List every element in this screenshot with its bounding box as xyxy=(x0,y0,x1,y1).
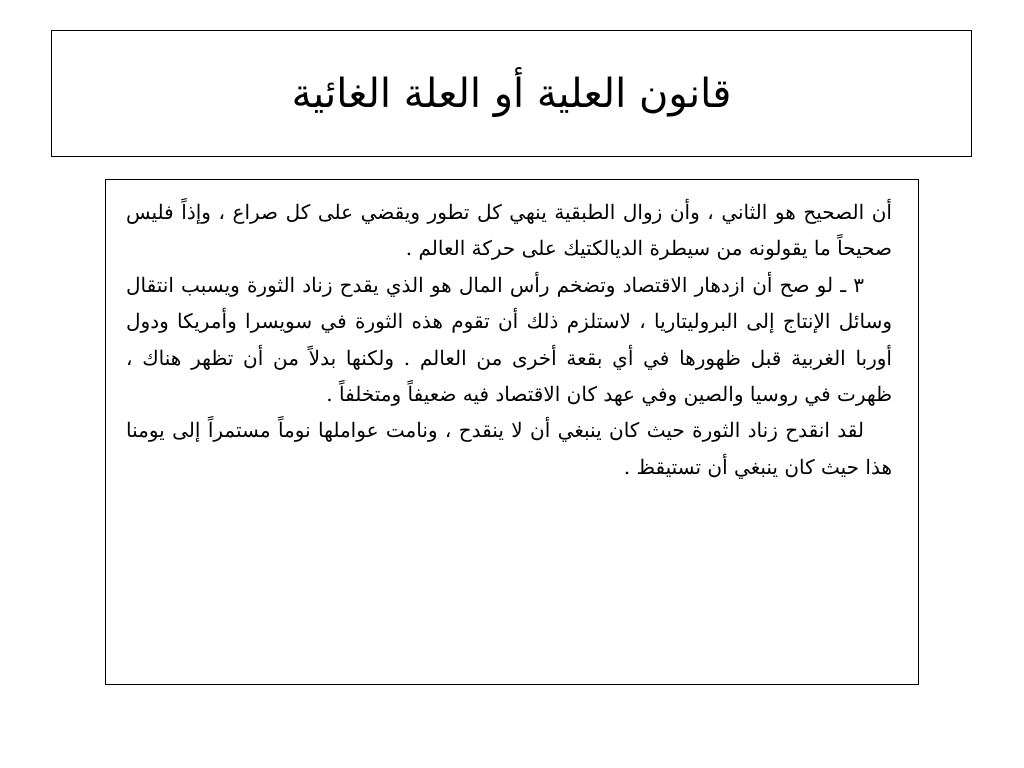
title-box xyxy=(51,30,972,157)
paragraph-1: أن الصحيح هو الثاني ، وأن زوال الطبقية ينهي كل تطور ويقضي على كل صراع ، وإذاً فليس صحيحاً ما يقولونه من سيطرة الديالكتيك على حركة العالم . xyxy=(126,200,892,261)
slide-title: قانون العلية أو العلة الغائية xyxy=(291,70,732,117)
text-excerpt-box xyxy=(105,179,919,685)
paragraph-2: ٣ ـ لو صح أن ازدهار الاقتصاد وتضخم رأس المال هو الذي يقدح زناد الثورة ويسبب انتقال وسائل الإنتاج إلى البروليتاريا ، لاستلزم ذلك أن تقوم هذه الثورة في سويسرا وأمريكا ودول أوربا الغربية قبل ظهورها في أي بقعة أخرى من العالم . ولكنها بدلاً من أن تظهر هناك ، ظهرت في روسيا والصين وفي عهد كان الاقتصاد فيه ضعيفاً ومتخلفاً . xyxy=(126,272,892,407)
paragraph-3: لقد انقدح زناد الثورة حيث كان ينبغي أن لا ينقدح ، ونامت عواملها نوماً مستمراً إلى يومنا هذا حيث كان ينبغي أن تستيقظ . xyxy=(126,418,892,479)
